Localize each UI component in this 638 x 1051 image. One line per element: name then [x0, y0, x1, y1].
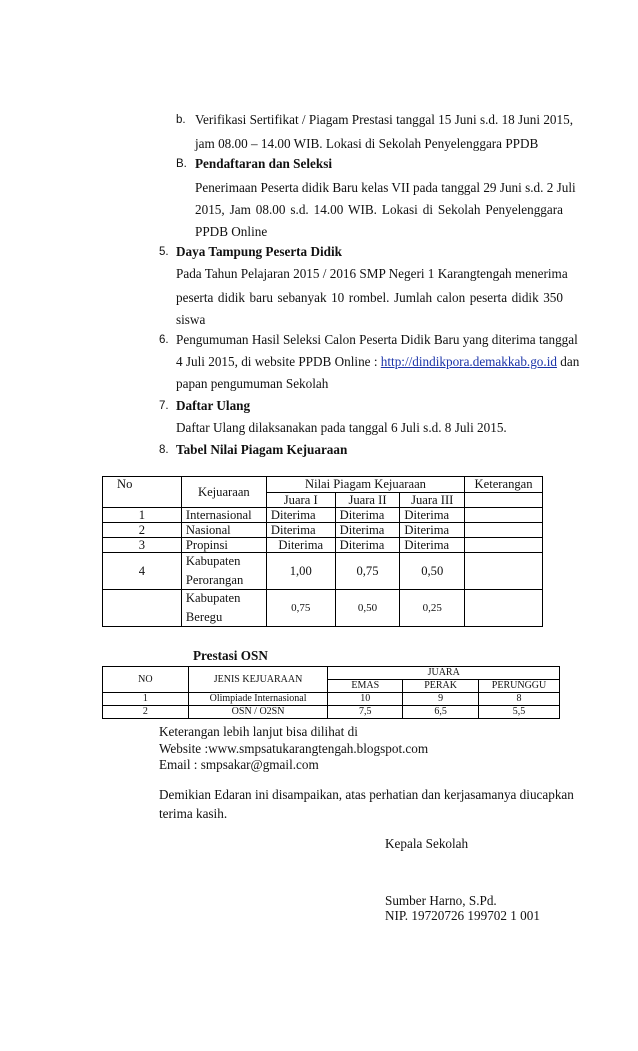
notes-line1: Keterangan lebih lanjut bisa dilihat di: [159, 724, 358, 739]
osn-row-perak: 6,5: [403, 706, 479, 719]
row-level: [181, 553, 266, 590]
row-juara-1: 1,00: [266, 553, 335, 590]
capacity-text-line3: siswa: [176, 312, 206, 327]
list-marker: 8.: [159, 444, 169, 456]
row-level-line1: Kabupaten: [185, 591, 241, 605]
row-juara-2: 0,50: [335, 590, 400, 627]
osn-row-jenis: Olimpiade Internasional: [188, 693, 328, 706]
header-juara-3: Juara III: [400, 492, 465, 508]
signature-name: Sumber Harno, S.Pd.: [385, 893, 497, 908]
registration-text-line2: 2015, Jam 08.00 s.d. 14.00 WIB. Lokasi di Sekolah Penyelenggara: [195, 202, 563, 217]
row-level-line2: Beregu: [185, 610, 223, 624]
osn-row-emas: 7,5: [328, 706, 403, 719]
capacity-text-line1: Pada Tahun Pelajaran 2015 / 2016 SMP Negeri 1 Karangtengah menerima: [176, 266, 568, 281]
row-juara-2: Diterima: [335, 508, 400, 523]
row-keterangan: [465, 508, 543, 523]
row-juara-1: Diterima: [266, 538, 335, 553]
capacity-text-line2: peserta didik baru sebanyak 10 rombel. Jumlah calon peserta didik 350: [176, 290, 563, 305]
list-marker: B.: [176, 158, 187, 170]
table-row: [103, 590, 543, 627]
row-level: Internasional: [181, 508, 266, 523]
header-no: No: [103, 477, 182, 508]
osn-header-jenis: JENIS KEJUARAAN: [188, 667, 328, 693]
header-juara-2: Juara II: [335, 492, 400, 508]
row-juara-2: Diterima: [335, 538, 400, 553]
row-juara-1: 0,75: [266, 590, 335, 627]
osn-row-emas: 10: [328, 693, 403, 706]
announcement-text-post: dan: [556, 354, 580, 369]
table-row: [103, 508, 543, 523]
announcement-text-pre: 4 Juli 2015, di website PPDB Online :: [176, 354, 381, 369]
row-juara-3: Diterima: [400, 523, 465, 538]
row-keterangan: [465, 523, 543, 538]
row-keterangan: [465, 538, 543, 553]
row-juara-3: 0,25: [400, 590, 465, 627]
row-keterangan: [465, 553, 543, 590]
header-nilai: Nilai Piagam Kejuaraan: [266, 477, 464, 493]
row-juara-1: Diterima: [266, 523, 335, 538]
row-juara-2: 0,75: [335, 553, 400, 590]
verification-text-line1: Verifikasi Sertifikat / Piagam Prestasi tanggal 15 Juni s.d. 18 Juni 2015,: [195, 112, 573, 127]
announcement-text-line1: Pengumuman Hasil Seleksi Calon Peserta Didik Baru yang diterima tanggal: [176, 332, 578, 347]
table-row: [103, 538, 543, 553]
row-no: 1: [103, 508, 182, 523]
row-no: 4: [103, 553, 182, 590]
announcement-text-line3: papan pengumuman Sekolah: [176, 376, 329, 391]
osn-row-no: 2: [103, 706, 189, 719]
registration-text-line1: Penerimaan Peserta didik Baru kelas VII pada tanggal 29 Juni s.d. 2 Juli: [195, 180, 576, 195]
list-marker: 6.: [159, 334, 169, 346]
row-level: [181, 590, 266, 627]
header-juara-1: Juara I: [266, 492, 335, 508]
row-juara-1: Diterima: [266, 508, 335, 523]
notes-website: Website :www.smpsatukarangtengah.blogspot.com: [159, 741, 429, 756]
closing-line2: terima kasih.: [159, 806, 228, 821]
table-row: [103, 553, 543, 590]
osn-row-jenis: OSN / O2SN: [188, 706, 328, 719]
empty-cell: [465, 492, 543, 508]
row-level-line2: Perorangan: [185, 573, 244, 587]
osn-row-perunggu: 5,5: [479, 706, 560, 719]
list-marker: b.: [176, 114, 186, 126]
row-no: [103, 590, 182, 627]
list-marker: 5.: [159, 246, 169, 258]
announcement-text-line2: [176, 354, 580, 370]
reregistration-heading: Daftar Ulang: [176, 398, 251, 413]
registration-heading: Pendaftaran dan Seleksi: [195, 156, 333, 171]
row-juara-3: 0,50: [400, 553, 465, 590]
signature-nip: NIP. 19720726 199702 1 001: [385, 908, 540, 923]
osn-header-juara: JUARA: [328, 667, 560, 680]
row-level: Nasional: [181, 523, 266, 538]
osn-table: [102, 666, 560, 719]
header-kejuaraan: Kejuaraan: [181, 477, 266, 508]
closing-line1: Demikian Edaran ini disampaikan, atas perhatian dan kerjasamanya diucapkan: [159, 787, 574, 802]
osn-heading: Prestasi OSN: [193, 648, 268, 663]
row-juara-2: Diterima: [335, 523, 400, 538]
list-marker: 7.: [159, 400, 169, 412]
row-juara-3: Diterima: [400, 508, 465, 523]
reregistration-text: Daftar Ulang dilaksanakan pada tanggal 6 Juli s.d. 8 Juli 2015.: [176, 420, 507, 435]
verification-text-line2: jam 08.00 – 14.00 WIB. Lokasi di Sekolah Penyelenggara PPDB: [195, 136, 539, 151]
row-no: 3: [103, 538, 182, 553]
table-row: [103, 706, 560, 719]
table-row: [103, 693, 560, 706]
row-no: 2: [103, 523, 182, 538]
row-level: Propinsi: [181, 538, 266, 553]
award-score-table: [102, 476, 543, 627]
osn-row-perak: 9: [403, 693, 479, 706]
registration-text-line3: PPDB Online: [195, 224, 268, 239]
notes-email: Email : smpsakar@gmail.com: [159, 757, 319, 772]
signature-role: Kepala Sekolah: [385, 836, 469, 851]
osn-row-perunggu: 8: [479, 693, 560, 706]
capacity-heading: Daya Tampung Peserta Didik: [176, 244, 342, 259]
table-heading: Tabel Nilai Piagam Kejuaraan: [176, 442, 348, 457]
osn-header-perak: PERAK: [403, 680, 479, 693]
table-row: [103, 523, 543, 538]
row-juara-3: Diterima: [400, 538, 465, 553]
header-keterangan: Keterangan: [465, 477, 543, 493]
osn-row-no: 1: [103, 693, 189, 706]
ppdb-website-link[interactable]: http://dindikpora.demakkab.go.id: [380, 354, 557, 369]
osn-header-no: NO: [103, 667, 189, 693]
row-level-line1: Kabupaten: [185, 554, 241, 568]
row-keterangan: [465, 590, 543, 627]
osn-header-emas: EMAS: [328, 680, 403, 693]
osn-header-perunggu: PERUNGGU: [479, 680, 560, 693]
